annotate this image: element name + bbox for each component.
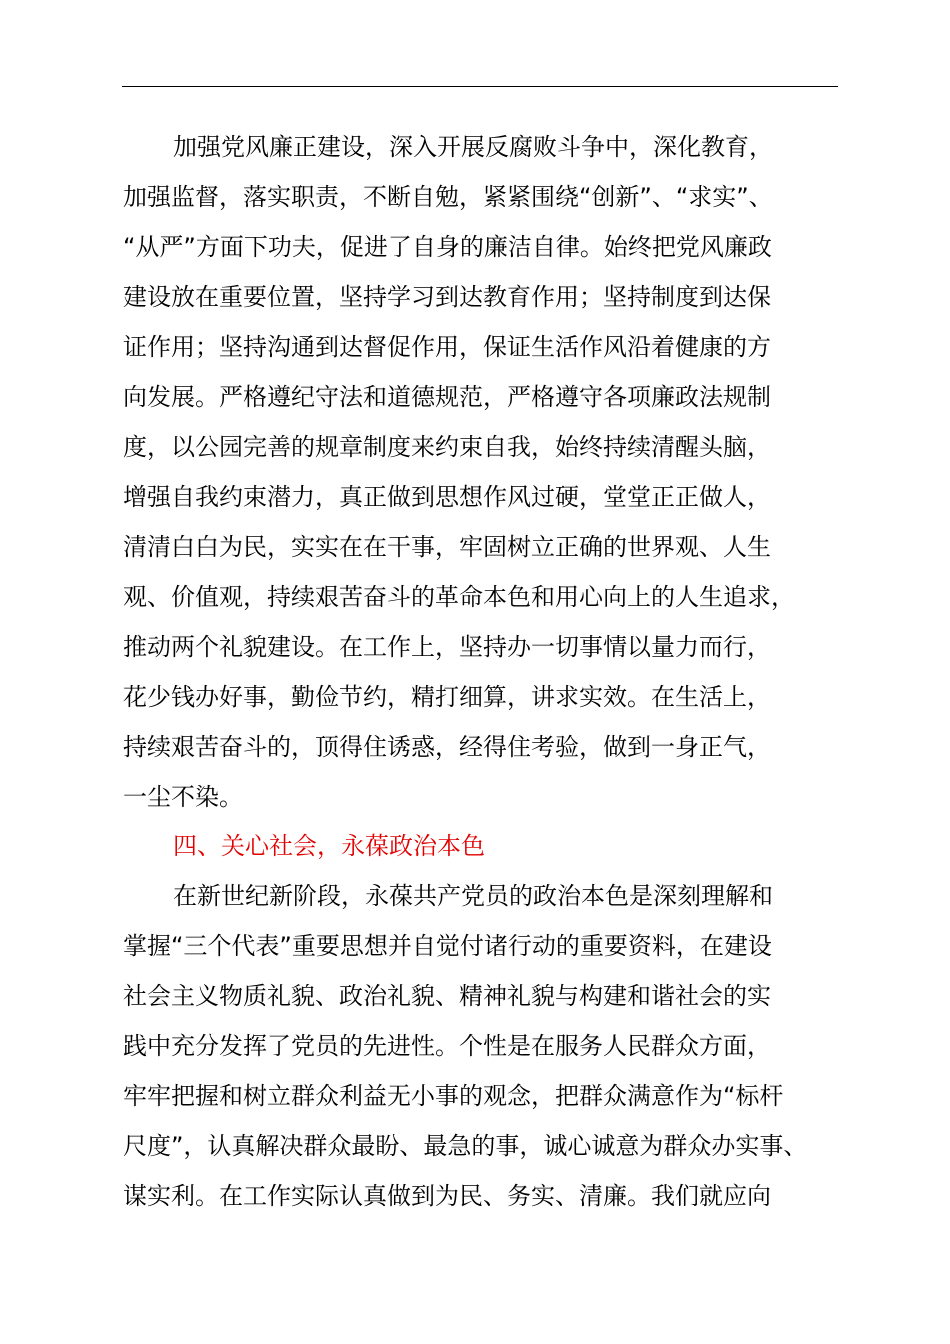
paragraph-line: 一尘不染。	[123, 783, 243, 811]
paragraph-line: 加强党风廉正建设，深入开展反腐败斗争中，深化教育，	[173, 133, 773, 161]
paragraph-line: 推动两个礼貌建设。在工作上，坚持办一切事情以量力而行，	[123, 633, 771, 661]
paragraph-line: 增强自我约束潜力，真正做到思想作风过硬，堂堂正正做人，	[123, 483, 771, 511]
paragraph-line: 在新世纪新阶段，永葆共产党员的政治本色是深刻理解和	[173, 882, 773, 910]
paragraph-line: “从严”方面下功夫，促进了自身的廉洁自律。始终把党风廉政	[123, 233, 772, 261]
paragraph-line: 牢牢把握和树立群众利益无小事的观念，把群众满意作为“标杆	[123, 1082, 784, 1110]
paragraph-line: 证作用；坚持沟通到达督促作用，保证生活作风沿着健康的方	[123, 333, 771, 361]
paragraph-line: 清清白白为民，实实在在干事，牢固树立正确的世界观、人生	[123, 533, 771, 561]
paragraph-line: 社会主义物质礼貌、政治礼貌、精神礼貌与构建和谐社会的实	[123, 982, 771, 1010]
paragraph-line: 花少钱办好事，勤俭节约，精打细算，讲求实效。在生活上，	[123, 683, 771, 711]
header-rule	[122, 86, 838, 87]
paragraph-line: 尺度”，认真解决群众最盼、最急的事，诚心诚意为群众办实事、	[123, 1132, 808, 1160]
section-heading: 四、关心社会，永葆政治本色	[173, 832, 485, 860]
paragraph-line: 践中充分发挥了党员的先进性。个性是在服务人民群众方面，	[123, 1032, 771, 1060]
paragraph-line: 度，以公园完善的规章制度来约束自我，始终持续清醒头脑，	[123, 433, 771, 461]
paragraph-line: 建设放在重要位置，坚持学习到达教育作用；坚持制度到达保	[123, 283, 771, 311]
paragraph-line: 持续艰苦奋斗的，顶得住诱惑，经得住考验，做到一身正气，	[123, 733, 771, 761]
paragraph-line: 谋实利。在工作实际认真做到为民、务实、清廉。我们就应向	[123, 1182, 771, 1210]
paragraph-line: 向发展。严格遵纪守法和道德规范，严格遵守各项廉政法规制	[123, 383, 771, 411]
paragraph-line: 加强监督，落实职责，不断自勉，紧紧围绕“创新”、“求实”、	[123, 183, 773, 211]
paragraph-line: 观、价值观，持续艰苦奋斗的革命本色和用心向上的人生追求，	[123, 583, 795, 611]
paragraph-line: 掌握“三个代表”重要思想并自觉付诸行动的重要资料，在建设	[123, 932, 772, 960]
